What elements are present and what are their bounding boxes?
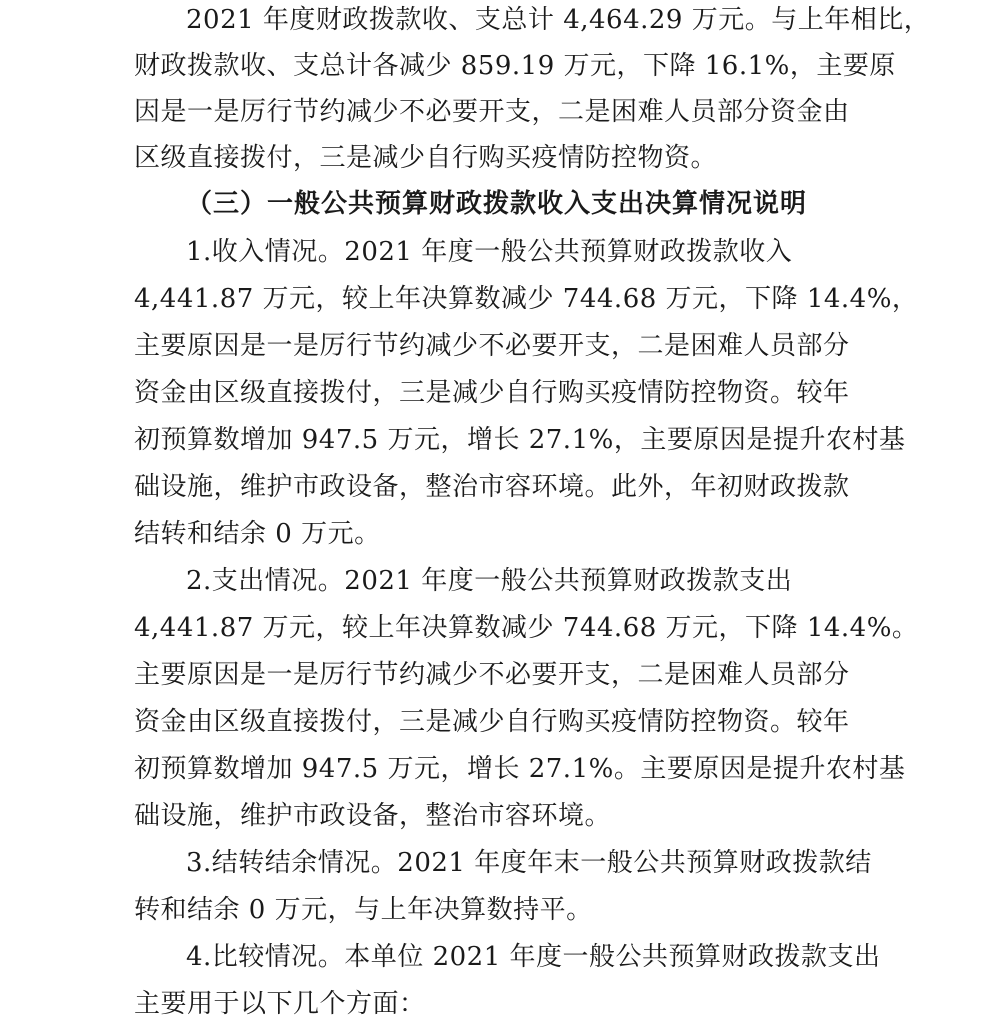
paragraph-line: 结转和结余 0 万元。 <box>134 519 381 549</box>
paragraph-line: 财政拨款收、支总计各减少 859.19 万元，下降 16.1%，主要原 <box>134 51 896 81</box>
paragraph-line: 主要原因是一是厉行节约减少不必要开支，二是困难人员部分 <box>134 660 850 690</box>
paragraph-line: 2021 年度财政拨款收、支总计 4,464.29 万元。与上年相比， <box>186 5 931 35</box>
paragraph-line: 初预算数增加 947.5 万元，增长 27.1%。主要原因是提升农村基 <box>134 754 906 784</box>
paragraph-line: 础设施，维护市政设备，整治市容环境。此外，年初财政拨款 <box>134 472 850 502</box>
paragraph-line: 3.结转结余情况。2021 年度年末一般公共预算财政拨款结 <box>186 848 872 878</box>
paragraph-line: 区级直接拨付，三是减少自行购买疫情防控物资。 <box>134 143 718 173</box>
paragraph-line: 主要用于以下几个方面： <box>134 989 426 1019</box>
paragraph-line: 4,441.87 万元，较上年决算数减少 744.68 万元，下降 14.4%， <box>134 284 919 314</box>
paragraph-line: 1.收入情况。2021 年度一般公共预算财政拨款收入 <box>186 237 793 267</box>
section-heading: （三）一般公共预算财政拨款收入支出决算情况说明 <box>186 189 808 219</box>
paragraph-line: 资金由区级直接拨付，三是减少自行购买疫情防控物资。较年 <box>134 378 850 408</box>
paragraph-line: 初预算数增加 947.5 万元，增长 27.1%，主要原因是提升农村基 <box>134 425 906 455</box>
paragraph-line: 因是一是厉行节约减少不必要开支，二是困难人员部分资金由 <box>134 97 850 127</box>
paragraph-line: 4,441.87 万元，较上年决算数减少 744.68 万元，下降 14.4%。 <box>134 613 919 643</box>
paragraph-line: 资金由区级直接拨付，三是减少自行购买疫情防控物资。较年 <box>134 707 850 737</box>
paragraph-line: 主要原因是一是厉行节约减少不必要开支，二是困难人员部分 <box>134 331 850 361</box>
paragraph-line: 4.比较情况。本单位 2021 年度一般公共预算财政拨款支出 <box>186 942 881 972</box>
paragraph-line: 2.支出情况。2021 年度一般公共预算财政拨款支出 <box>186 566 793 596</box>
paragraph-line: 转和结余 0 万元，与上年决算数持平。 <box>134 895 593 925</box>
paragraph-line: 础设施，维护市政设备，整治市容环境。 <box>134 801 612 831</box>
